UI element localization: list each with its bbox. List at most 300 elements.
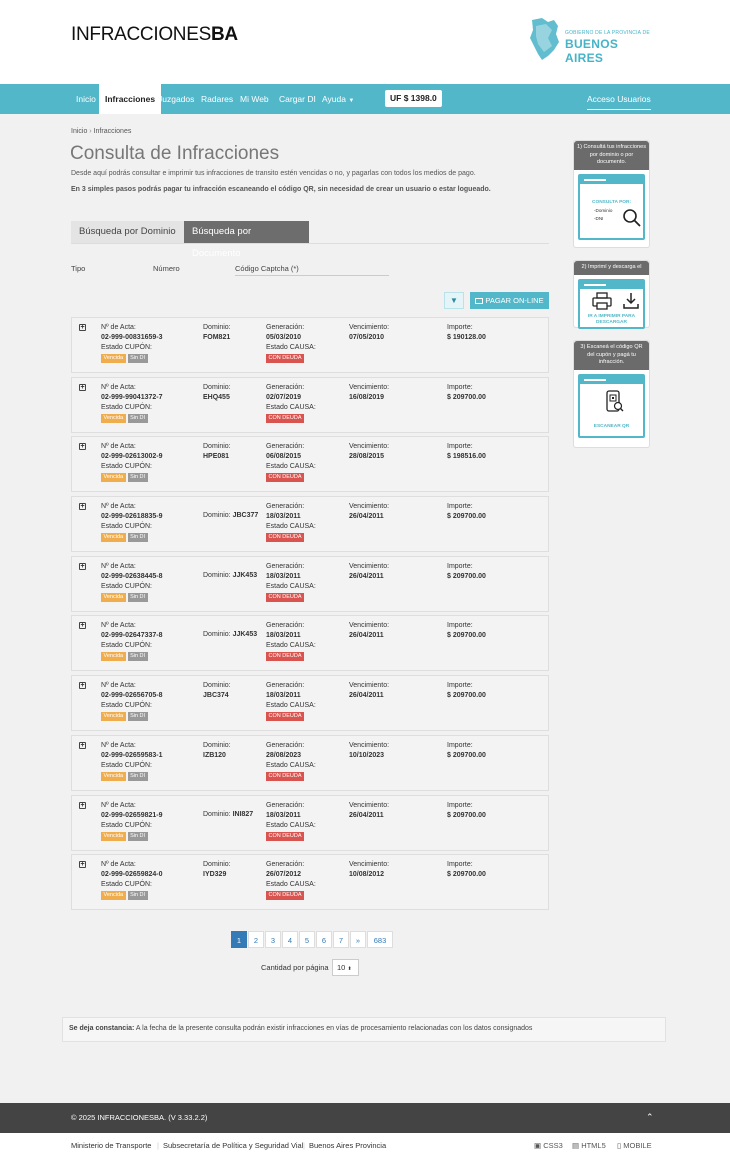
acta-label: Nº de Acta: <box>101 443 136 451</box>
nav-infracciones[interactable]: Infracciones <box>99 84 161 114</box>
dominio-value: IYD329 <box>203 871 227 879</box>
pager-next[interactable]: » <box>350 931 366 948</box>
vencimiento-cell <box>349 442 389 462</box>
footer-separator: | <box>157 1141 159 1150</box>
window-bar <box>580 376 643 384</box>
nav-mi-web[interactable]: Mi Web <box>240 94 269 104</box>
generacion-value: 18/03/2011 <box>266 513 301 521</box>
importe-label: Importe: <box>447 622 473 630</box>
search-icon <box>622 208 642 228</box>
sin-di-badge: Sin DI <box>128 593 148 602</box>
expand-icon[interactable]: + <box>80 443 85 451</box>
generacion-label: Generación: <box>266 562 305 570</box>
generacion-cell <box>266 383 316 423</box>
vencida-badge: Vencida <box>101 473 126 482</box>
generacion-cell <box>266 442 316 482</box>
sin-di-badge: Sin DI <box>128 533 148 542</box>
breadcrumb <box>71 128 131 135</box>
acta-cell <box>101 502 163 542</box>
html5-label: HTML5 <box>581 1141 606 1150</box>
footer-link-subsecretaria[interactable]: Subsecretaría de Política y Seguridad Vial <box>163 1141 304 1150</box>
acta-value: 02-999-02618835-9 <box>101 513 163 521</box>
dominio-cell <box>203 741 231 761</box>
dominio-label: Dominio: <box>203 810 231 818</box>
window-bar <box>580 281 643 289</box>
infraction-row[interactable] <box>71 675 549 731</box>
infraction-row[interactable] <box>71 735 549 791</box>
causa-label: Estado CAUSA: <box>266 523 316 531</box>
pager-page[interactable]: 3 <box>265 931 281 948</box>
page-size-value: 10 <box>337 963 346 972</box>
pager-page[interactable]: 683 <box>367 931 393 948</box>
pager-page[interactable]: 4 <box>282 931 298 948</box>
vencimiento-cell <box>349 562 389 582</box>
importe-cell <box>447 383 486 403</box>
vencida-badge: Vencida <box>101 772 126 781</box>
con-deuda-badge: CON DEUDA <box>266 354 304 363</box>
disclaimer-note <box>62 1017 666 1042</box>
cupon-label: Estado CUPÓN: <box>101 881 152 889</box>
dominio-value: FOM821 <box>203 334 231 341</box>
generacion-value: 05/03/2010 <box>266 334 302 341</box>
importe-value: $ 209700.00 <box>447 572 486 580</box>
vencimiento-cell <box>349 323 389 343</box>
step1-card-title: CONSULTA POR: <box>592 199 632 205</box>
importe-label: Importe: <box>447 801 473 809</box>
nav-ayuda-label: Ayuda <box>322 94 346 104</box>
cupon-label: Estado CUPÓN: <box>101 761 152 769</box>
con-deuda-badge: CON DEUDA <box>266 712 304 721</box>
acta-value: 02-999-02659821-9 <box>101 811 163 819</box>
generacion-value: 18/03/2011 <box>266 811 301 819</box>
search-form <box>71 264 401 276</box>
acta-value: 02-999-00831659-3 <box>101 334 163 341</box>
generacion-label: Generación: <box>266 383 305 391</box>
cupon-label: Estado CUPÓN: <box>101 403 152 411</box>
vencida-badge: Vencida <box>101 414 126 423</box>
generacion-label: Generación: <box>266 741 305 749</box>
step1-card-line1: -Dominio <box>594 207 613 213</box>
footer-bar <box>0 1103 730 1133</box>
mobile-badge <box>617 1141 652 1150</box>
vencimiento-value: 10/08/2012 <box>349 871 385 879</box>
sin-di-badge: Sin DI <box>128 652 148 661</box>
acta-label: Nº de Acta: <box>101 741 136 749</box>
cupon-label: Estado CUPÓN: <box>101 463 152 471</box>
province-map-icon <box>528 16 560 62</box>
con-deuda-badge: CON DEUDA <box>266 832 304 841</box>
dominio-value: INI827 <box>232 810 254 818</box>
generacion-label: Generación: <box>266 861 305 869</box>
acta-value: 02-999-99041372-7 <box>101 393 163 401</box>
vencimiento-cell <box>349 741 389 761</box>
dominio-value: JBC377 <box>232 512 259 520</box>
acta-label: Nº de Acta: <box>101 562 136 570</box>
phone-qr-icon <box>604 390 624 414</box>
expand-icon[interactable]: + <box>80 324 85 331</box>
vencimiento-label: Vencimiento: <box>349 503 390 511</box>
expand-icon[interactable]: + <box>80 682 85 690</box>
importe-label: Importe: <box>447 682 473 690</box>
dominio-value: IZB120 <box>203 751 226 759</box>
step2-card[interactable] <box>578 279 645 329</box>
acta-cell <box>101 562 163 602</box>
infraction-row[interactable] <box>71 317 549 373</box>
vencimiento-label: Vencimiento: <box>349 861 390 869</box>
expand-icon[interactable]: + <box>80 383 85 391</box>
causa-label: Estado CAUSA: <box>266 642 316 650</box>
site-logo[interactable] <box>71 24 238 46</box>
step1-text: 1) Consultá tus infracciones por dominio o por documento. <box>574 141 649 170</box>
generacion-cell <box>266 801 316 841</box>
dominio-label: Dominio: <box>203 324 231 331</box>
con-deuda-badge: CON DEUDA <box>266 891 304 900</box>
css3-badge <box>534 1141 563 1150</box>
vencimiento-value: 16/08/2019 <box>349 393 385 401</box>
sin-di-badge: Sin DI <box>128 473 148 482</box>
expand-icon[interactable]: + <box>80 861 85 869</box>
importe-cell <box>447 502 486 522</box>
expand-icon[interactable]: + <box>80 801 85 809</box>
uf-badge: UF $ 1398.0 <box>385 90 442 107</box>
step3-panel <box>573 340 650 448</box>
nav-cargar-di[interactable]: Cargar DI <box>279 94 316 104</box>
acta-cell <box>101 621 163 661</box>
generacion-cell <box>266 562 316 602</box>
importe-value: $ 190128.00 <box>447 334 486 341</box>
page-size-select[interactable] <box>332 959 359 976</box>
cupon-label: Estado CUPÓN: <box>101 702 152 710</box>
infraction-row[interactable] <box>71 436 549 492</box>
generacion-value: 18/03/2011 <box>266 632 301 640</box>
vencida-badge: Vencida <box>101 354 126 363</box>
filter-button[interactable] <box>444 292 464 309</box>
vencida-badge: Vencida <box>101 832 126 841</box>
disclaimer-bold: Se deja constancia: <box>69 1025 135 1032</box>
generacion-value: 26/07/2012 <box>266 871 302 879</box>
footer-links <box>0 1133 730 1159</box>
vencimiento-value: 26/04/2011 <box>349 632 384 640</box>
window-bar <box>580 176 643 184</box>
filter-icon: ▼ <box>450 296 458 305</box>
acta-cell <box>101 442 163 482</box>
generacion-value: 28/08/2023 <box>266 751 302 759</box>
expand-icon[interactable]: + <box>80 622 85 630</box>
vencimiento-cell <box>349 681 389 701</box>
generacion-label: Generación: <box>266 503 305 511</box>
infraction-row[interactable] <box>71 496 549 552</box>
acta-value: 02-999-02659583-1 <box>101 751 163 759</box>
captcha-label[interactable]: Código Captcha (*) <box>235 264 299 273</box>
numero-label[interactable]: Número <box>153 264 180 273</box>
vencimiento-value: 26/04/2011 <box>349 572 384 580</box>
vencimiento-value: 26/04/2011 <box>349 513 384 521</box>
step3-card-text: ESCANEAR QR <box>593 423 630 429</box>
dominio-value: JBC374 <box>203 692 229 700</box>
generacion-value: 02/07/2019 <box>266 393 302 401</box>
dominio-cell <box>203 383 231 403</box>
importe-cell <box>447 621 486 641</box>
vencimiento-cell <box>349 621 389 641</box>
vencida-badge: Vencida <box>101 533 126 542</box>
page-description-bold: En 3 simples pasos podrás pagar tu infracción escaneando el código QR, sin necesidad de crear un usuario o estar logueado. <box>71 186 491 193</box>
dominio-cell <box>203 442 231 462</box>
dominio-cell <box>203 860 231 880</box>
step3-text: 3) Escaneá el código QR del cupón y pagá tu infracción. <box>574 341 649 370</box>
importe-cell <box>447 562 486 582</box>
tipo-label[interactable]: Tipo <box>71 264 86 273</box>
nav-juzgados[interactable]: Juzgados <box>158 94 195 104</box>
dominio-cell <box>203 631 257 638</box>
vencimiento-value: 07/05/2010 <box>349 334 385 341</box>
page-description: Desde aquí podrás consultar e imprimir tus infracciones de transito estén vencidas o no, y pagarlas con todos los medios de pago. <box>71 170 476 177</box>
pagar-online-button[interactable] <box>470 292 549 309</box>
importe-cell <box>447 860 486 880</box>
importe-value: $ 209700.00 <box>447 632 486 640</box>
dominio-cell <box>203 811 253 818</box>
gov-line1: GOBIERNO DE LA PROVINCIA DE <box>565 30 650 36</box>
vencida-badge: Vencida <box>101 593 126 602</box>
dominio-cell <box>203 323 231 343</box>
pager-page[interactable]: 7 <box>333 931 349 948</box>
dominio-label: Dominio: <box>203 383 231 391</box>
updown-icon: ⬍ <box>347 966 352 972</box>
generacion-label: Generación: <box>266 443 305 451</box>
vencimiento-cell <box>349 502 389 522</box>
main-nav <box>0 84 730 114</box>
site-header <box>0 0 730 84</box>
step3-card[interactable] <box>578 374 645 438</box>
infraction-row[interactable] <box>71 795 549 851</box>
dominio-label: Dominio: <box>203 571 231 579</box>
generacion-label: Generación: <box>266 682 305 690</box>
dominio-cell <box>203 512 258 519</box>
acta-cell <box>101 323 163 363</box>
vencimiento-cell <box>349 801 389 821</box>
pagar-online-label: PAGAR ON-LINE <box>485 296 544 305</box>
dominio-label: Dominio: <box>203 631 231 639</box>
vencimiento-label: Vencimiento: <box>349 383 390 391</box>
infraction-row[interactable] <box>71 615 549 671</box>
dominio-cell <box>203 681 231 701</box>
vencimiento-label: Vencimiento: <box>349 622 390 630</box>
captcha-input[interactable] <box>235 275 389 276</box>
vencimiento-label: Vencimiento: <box>349 682 390 690</box>
expand-icon[interactable]: + <box>80 503 85 511</box>
con-deuda-badge: CON DEUDA <box>266 652 304 661</box>
infraction-row[interactable] <box>71 854 549 910</box>
generacion-cell <box>266 323 316 363</box>
acta-value: 02-999-02659824-0 <box>101 871 163 879</box>
step1-card[interactable] <box>578 174 645 240</box>
cupon-label: Estado CUPÓN: <box>101 344 152 351</box>
pager-page[interactable]: 5 <box>299 931 315 948</box>
generacion-cell <box>266 621 316 661</box>
sin-di-badge: Sin DI <box>128 354 148 363</box>
sin-di-badge: Sin DI <box>128 712 148 721</box>
sin-di-badge: Sin DI <box>128 832 148 841</box>
generacion-cell <box>266 741 316 781</box>
con-deuda-badge: CON DEUDA <box>266 473 304 482</box>
con-deuda-badge: CON DEUDA <box>266 533 304 542</box>
sin-di-badge: Sin DI <box>128 772 148 781</box>
tab-busqueda-documento[interactable]: Búsqueda por Documento <box>184 221 309 243</box>
generacion-cell <box>266 681 316 721</box>
step2-text: 2) Imprimí y descarga el <box>574 261 649 275</box>
con-deuda-badge: CON DEUDA <box>266 772 304 781</box>
cupon-label: Estado CUPÓN: <box>101 642 152 650</box>
copyright: © 2025 INFRACCIONESBA. (V 3.33.2.2) <box>71 1113 208 1122</box>
acta-cell <box>101 681 163 721</box>
dominio-label: Dominio: <box>203 682 231 690</box>
nav-inicio[interactable]: Inicio <box>76 94 96 104</box>
importe-label: Importe: <box>447 741 473 749</box>
generacion-label: Generación: <box>266 622 305 630</box>
con-deuda-badge: CON DEUDA <box>266 593 304 602</box>
breadcrumb-current: Infracciones <box>93 128 132 135</box>
vencimiento-label: Vencimiento: <box>349 324 390 331</box>
css3-icon: ▣ <box>534 1141 542 1150</box>
caret-down-icon: ▼ <box>348 98 355 104</box>
generacion-value: 18/03/2011 <box>266 572 301 580</box>
gov-logo[interactable] <box>528 16 653 65</box>
dominio-label: Dominio: <box>203 741 231 749</box>
acta-label: Nº de Acta: <box>101 682 136 690</box>
sin-di-badge: Sin DI <box>128 414 148 423</box>
importe-label: Importe: <box>447 443 473 451</box>
con-deuda-badge: CON DEUDA <box>266 414 304 423</box>
vencimiento-value: 10/10/2023 <box>349 751 385 759</box>
dominio-label: Dominio: <box>203 861 231 869</box>
vencida-badge: Vencida <box>101 652 126 661</box>
importe-label: Importe: <box>447 861 473 869</box>
step2-card-text: IR A IMPRIMIR PARA DESCARGAR <box>587 313 636 325</box>
acceso-usuarios-link[interactable]: Acceso Usuarios <box>587 89 651 110</box>
dominio-value: EHQ455 <box>203 393 230 401</box>
causa-label: Estado CAUSA: <box>266 403 316 411</box>
importe-cell <box>447 681 486 701</box>
acta-value: 02-999-02638445-8 <box>101 572 163 580</box>
search-tabs <box>71 221 549 259</box>
importe-value: $ 209700.00 <box>447 811 486 819</box>
step1-card-line2: -DNI <box>594 215 604 221</box>
acta-cell <box>101 860 163 900</box>
vencimiento-label: Vencimiento: <box>349 443 390 451</box>
vencimiento-label: Vencimiento: <box>349 741 390 749</box>
acta-cell <box>101 741 163 781</box>
gov-line2: BUENOS AIRES <box>565 37 619 65</box>
importe-cell <box>447 801 486 821</box>
scroll-top-icon[interactable]: ⌃ <box>646 1112 654 1122</box>
breadcrumb-home[interactable]: Inicio <box>71 128 88 135</box>
html5-icon: ▤ <box>572 1141 580 1150</box>
infractions-list <box>71 317 549 914</box>
vencimiento-label: Vencimiento: <box>349 562 390 570</box>
mobile-icon: ▯ <box>617 1141 622 1150</box>
vencimiento-value: 28/08/2015 <box>349 453 385 461</box>
dominio-value: HPE081 <box>203 453 230 461</box>
acta-label: Nº de Acta: <box>101 801 136 809</box>
expand-icon[interactable]: + <box>80 741 85 749</box>
footer-link-provincia[interactable]: Buenos Aires Provincia <box>309 1141 387 1150</box>
acta-cell <box>101 801 163 841</box>
dominio-value: JJK453 <box>232 631 258 639</box>
page-title: Consulta de Infracciones <box>70 143 280 164</box>
pager-page[interactable]: 6 <box>316 931 332 948</box>
causa-label: Estado CAUSA: <box>266 761 316 769</box>
acta-value: 02-999-02647337-8 <box>101 632 163 640</box>
vencimiento-value: 26/04/2011 <box>349 692 384 700</box>
step1-panel <box>573 140 650 248</box>
causa-label: Estado CAUSA: <box>266 881 316 889</box>
importe-value: $ 209700.00 <box>447 513 486 521</box>
vencimiento-cell <box>349 383 389 403</box>
causa-label: Estado CAUSA: <box>266 463 316 471</box>
printer-icon <box>592 292 612 310</box>
download-icon <box>622 292 640 310</box>
disclaimer-text: A la fecha de la presente consulta podrán existir infracciones en vías de procesamiento relacionadas con los datos consignados <box>134 1025 533 1032</box>
importe-label: Importe: <box>447 562 473 570</box>
logo-text-light: INFRACCIONES <box>71 24 211 45</box>
acta-label: Nº de Acta: <box>101 861 136 869</box>
nav-ayuda[interactable] <box>322 84 354 114</box>
generacion-label: Generación: <box>266 324 305 331</box>
logo-text-bold: BA <box>210 24 238 45</box>
cupon-label: Estado CUPÓN: <box>101 821 152 829</box>
infraction-row[interactable] <box>71 377 549 433</box>
vencida-badge: Vencida <box>101 712 126 721</box>
causa-label: Estado CAUSA: <box>266 821 316 829</box>
generacion-value: 06/08/2015 <box>266 453 302 461</box>
vencimiento-label: Vencimiento: <box>349 801 390 809</box>
importe-value: $ 209700.00 <box>447 871 486 879</box>
pager-page[interactable]: 1 <box>231 931 247 948</box>
card-icon <box>475 298 483 304</box>
generacion-value: 18/03/2011 <box>266 692 301 700</box>
infraction-row[interactable] <box>71 556 549 612</box>
acta-cell <box>101 383 163 423</box>
pager-page[interactable]: 2 <box>248 931 264 948</box>
acta-label: Nº de Acta: <box>101 503 136 511</box>
importe-label: Importe: <box>447 383 473 391</box>
acta-label: Nº de Acta: <box>101 324 136 331</box>
acta-value: 02-999-02656705-8 <box>101 692 163 700</box>
generacion-cell <box>266 502 316 542</box>
step2-panel <box>573 260 650 328</box>
tab-busqueda-dominio[interactable]: Búsqueda por Dominio <box>71 221 184 243</box>
mobile-label: MOBILE <box>623 1141 652 1150</box>
causa-label: Estado CAUSA: <box>266 702 316 710</box>
vencimiento-cell <box>349 860 389 880</box>
footer-link-ministerio[interactable]: Ministerio de Transporte <box>71 1141 152 1150</box>
importe-cell <box>447 323 486 343</box>
expand-icon[interactable]: + <box>80 562 85 570</box>
dominio-value: JJK453 <box>232 571 258 579</box>
dominio-cell <box>203 572 257 579</box>
importe-value: $ 209700.00 <box>447 692 486 700</box>
importe-cell <box>447 741 486 761</box>
importe-value: $ 198516.00 <box>447 453 486 461</box>
importe-label: Importe: <box>447 324 473 331</box>
generacion-cell <box>266 860 316 900</box>
dominio-label: Dominio: <box>203 443 231 451</box>
sin-di-badge: Sin DI <box>128 891 148 900</box>
importe-value: $ 209700.00 <box>447 751 486 759</box>
causa-label: Estado CAUSA: <box>266 344 316 351</box>
cupon-label: Estado CUPÓN: <box>101 523 152 531</box>
causa-label: Estado CAUSA: <box>266 582 316 590</box>
nav-radares[interactable]: Radares <box>201 94 234 104</box>
